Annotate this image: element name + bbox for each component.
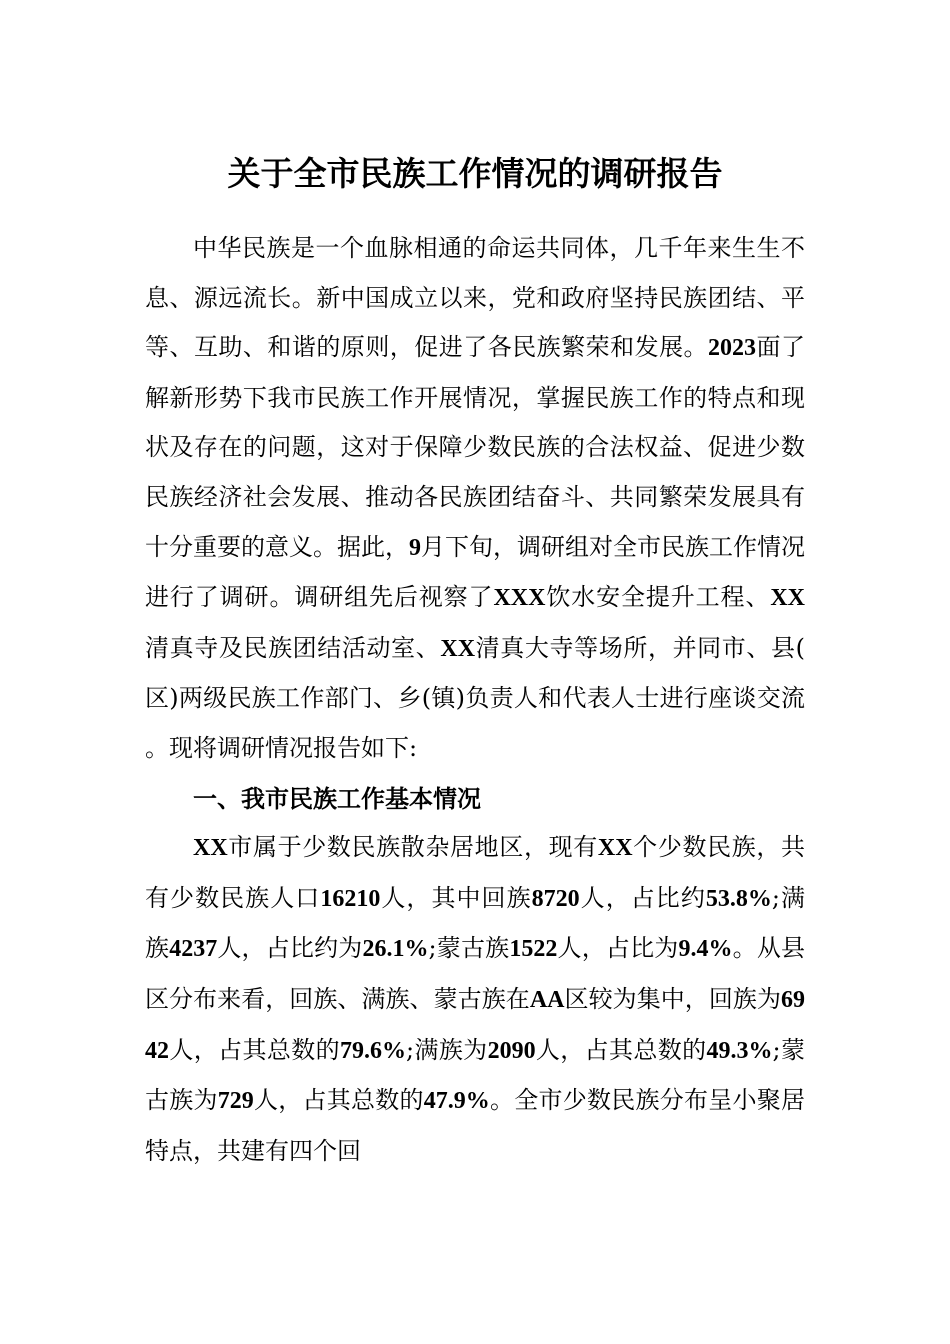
section-heading: 一、我市民族工作基本情况 xyxy=(193,783,481,813)
intro-paragraph: 中华民族是一个血脉相通的命运共同体，几千年来生生不息、源远流长。新中国成立以来，党和政府坚持民族团结、平等、互助、和谐的原则，促进了各民族繁荣和发展。2023面了解新形势下我市民族工作开展情况，掌握民族工作的特点和现状及存在的问题，这对于保障少数民族的合法权益、促进少数民族经济社会发展、推动各民族团结奋斗、共同繁荣发展具有十分重要的意义。据此，9月下旬，调研组对全市民族工作情况进行了调研。调研组先后视察了XXX饮水安全提升工程、XX清真寺及民族团结活动室、XX清真大寺等场所，并同市、县(区)两级民族工作部门、乡(镇)负责人和代表人士进行座谈交流。现将调研情况报告如下: xyxy=(145,234,806,762)
document-title: 关于全市民族工作情况的调研报告 xyxy=(227,154,723,193)
document-body xyxy=(145,224,805,1176)
section-paragraph: XX市属于少数民族散杂居地区，现有XX个少数民族，共有少数民族人口16210人，其中回族8720人，占比约53.8%;满族4237人，占比约为26.1%;蒙古族1522人，占比为9.4%。从县区分布来看，回族、满族、蒙古族在AA区较为集中，回族为6942人，占其总数的79.6%;满族为2090人，占其总数的49.3%;蒙古族为729人，占其总数的47.9%。全市少数民族分布呈小聚居特点，共建有四个回 xyxy=(145,833,806,1165)
